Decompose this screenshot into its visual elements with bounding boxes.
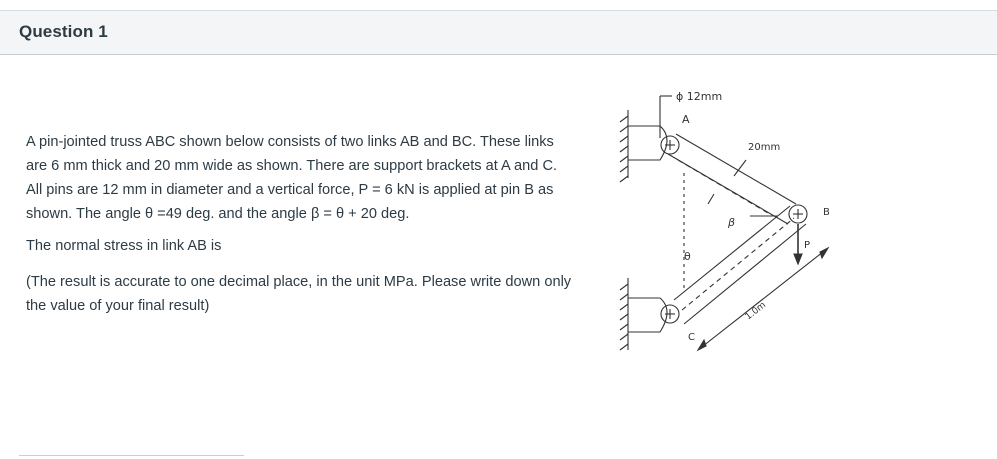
- statement-line: are 6 mm thick and 20 mm wide as shown. There are support brackets at A and C.: [26, 158, 558, 174]
- wall-support-c: [620, 278, 667, 350]
- angle-theta-label: θ: [684, 250, 691, 263]
- pin-diameter-label: ϕ 12mm: [676, 90, 723, 103]
- question-header: [0, 11, 997, 55]
- question-prompt: The normal stress in link AB is: [26, 238, 222, 254]
- bottom-divider: [19, 455, 244, 456]
- link-bc: [674, 206, 806, 324]
- statement-line: All pins are 12 mm in diameter and a vertical force, P = 6 kN is applied at pin B as: [26, 182, 554, 198]
- length-label: 1.0m: [743, 300, 769, 323]
- note-line: the value of your final result): [26, 298, 210, 314]
- truss-diagram: [618, 78, 838, 378]
- label-b: B: [823, 207, 830, 218]
- statement-line: shown. The angle θ =49 deg. and the angle β = θ + 20 deg.: [26, 206, 410, 222]
- statement-line: A pin-jointed truss ABC shown below consists of two links AB and BC. These links: [26, 134, 554, 150]
- question-body: [26, 130, 626, 318]
- label-c: C: [688, 332, 695, 343]
- note-line: (The result is accurate to one decimal place, in the unit MPa. Please write down only: [26, 274, 572, 290]
- question-title: Question 1: [19, 22, 108, 41]
- label-a: A: [682, 113, 690, 126]
- force-label: P: [804, 240, 811, 251]
- angle-beta-label: β: [728, 216, 736, 229]
- question-statement: [26, 130, 626, 226]
- question-note: [26, 270, 626, 318]
- width-label: 20mm: [748, 142, 781, 153]
